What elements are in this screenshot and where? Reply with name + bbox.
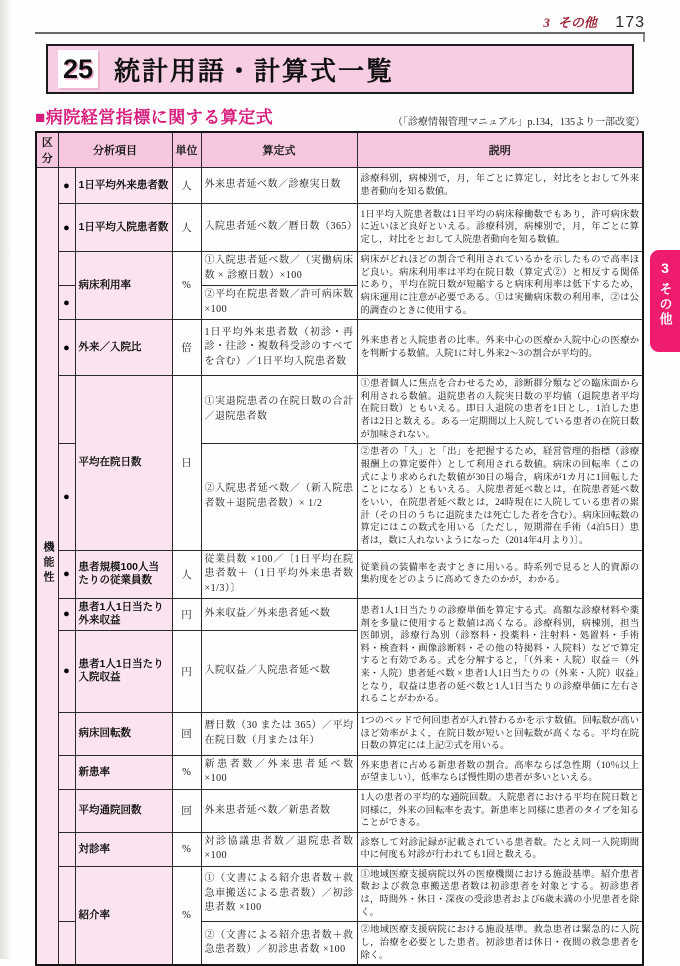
col-header-item: 分析項目 bbox=[58, 132, 172, 168]
description-cell: ②地域医療支援病院における施設基準。救急患者は緊急的に入院し，治療を必要とした患者。初診患者は休日・夜間の救急患者を除く。 bbox=[357, 922, 643, 965]
table-row bbox=[36, 252, 643, 286]
bullet-cell: ● bbox=[58, 550, 75, 599]
formula-cell: 外来収益／外来患者延べ数 bbox=[201, 599, 357, 631]
subsection-heading: ■病院経営指標に関する算定式 bbox=[35, 108, 274, 127]
col-header-description: 説明 bbox=[357, 132, 643, 168]
formula-cell: 外来患者延べ数／新患者数 bbox=[201, 789, 357, 832]
description-cell: 1日平均入院患者数は1日平均の病床稼働数でもあり，許可病床数に近いほど良好といえる。診療科別，病棟別で，月，年ごとに算定し，対比をとおして入院患者動向を知る数値。 bbox=[357, 204, 643, 252]
table-row bbox=[36, 712, 643, 755]
col-header-category: 区分 bbox=[36, 132, 58, 168]
formula-cell: 従業員数 ×100／〔1日平均在院患者数＋（1日平均外来患者数 ×1/3）〕 bbox=[201, 550, 357, 599]
table-row bbox=[36, 789, 643, 832]
description-cell: 従業員の装備率を表すときに用いる。時系列で見ると人的資源の集約度をどのように高めてきたのかが，わかる。 bbox=[357, 550, 643, 599]
unit-cell: 回 bbox=[172, 789, 201, 832]
header-chapter-title: その他 bbox=[557, 15, 597, 30]
table-row bbox=[36, 550, 643, 599]
formula-cell: 外来患者延べ数／診療実日数 bbox=[201, 168, 357, 204]
subsection-header bbox=[35, 103, 645, 128]
bullet-cell bbox=[58, 832, 75, 866]
side-tab-number: 3 bbox=[661, 260, 669, 276]
formula-cell: 対診協議患者数／退院患者数 ×100 bbox=[201, 832, 357, 866]
side-tab-label: その他 bbox=[657, 282, 673, 327]
unit-cell: 人 bbox=[172, 204, 201, 252]
description-cell: ②患者の「入」と「出」を把握するため，経営管理的指標（診療報酬上の算定要件）として利用される数値。病床の回転率（この式により求められた数値が30日の場合，病床が1カ月に1回転したことになる）ともいえる。入院患者延べ数とは，在院患者延べ数をいい，在院患者延べ数とは，24時現在に入院している患者の累計（その日のうちに退院または死亡した者を含む）。病床回転数の算定にはこの数式を用いる〔ただし，短期滞在手術（4泊5日）患者は，数に入れないようになった（2014年4月より）〕。 bbox=[357, 444, 643, 550]
item-name: 1日平均外来患者数 bbox=[75, 168, 172, 204]
hospital-metrics-table bbox=[35, 131, 644, 966]
bullet-cell: ● bbox=[58, 320, 75, 376]
formula-cell: ①実退院患者の在院日数の合計／退院患者数 bbox=[201, 376, 357, 444]
table-row bbox=[36, 376, 643, 444]
description-cell: ①地域医療支援病院以外の医療機関における施設基準。紹介患者数および救急車搬送患者数は初診患者を対象とする。初診患者は，時間外・休日・深夜の受診患者および6歳未満の小児患者を除く。 bbox=[357, 866, 643, 922]
item-name: 平均在院日数 bbox=[75, 376, 172, 550]
unit-cell: 円 bbox=[172, 630, 201, 712]
description-cell: 1人の患者の平均的な通院回数。入院患者における平均在院日数と同様に，外来の回転率を表す。新患率と同様に患者のタイプを知ることができる。 bbox=[357, 789, 643, 832]
bullet-cell: ● bbox=[58, 204, 75, 252]
bullet-cell: ● bbox=[58, 444, 75, 550]
item-name: 1日平均入院患者数 bbox=[75, 204, 172, 252]
bullet-cell: ● bbox=[58, 599, 75, 631]
unit-cell: % bbox=[172, 832, 201, 866]
unit-cell: % bbox=[172, 252, 201, 320]
formula-cell: ②平均在院患者数／許可病床数 ×100 bbox=[201, 286, 357, 320]
category-cell bbox=[36, 168, 58, 966]
description-cell: 1つのベッドで何回患者が入れ替わるかを示す数値。回転数が高いほど効率がよく，在院日数が短いと回転数が高くなる。平均在院日数の算定には上記②式を用いる。 bbox=[357, 712, 643, 755]
unit-cell: 回 bbox=[172, 712, 201, 755]
formula-cell: ①（文書による紹介患者数＋救急車搬送による患者数）／初診患者数 ×100 bbox=[201, 866, 357, 922]
header-chapter-number: 3 bbox=[543, 15, 550, 30]
item-name: 平均通院回数 bbox=[75, 789, 172, 832]
description-cell: 外来患者に占める新患者数の割合。高率ならば急性期（10％以上が望ましい），低率ならば慢性期の患者が多いといえる。 bbox=[357, 755, 643, 789]
header-rule bbox=[35, 32, 645, 34]
unit-cell: 円 bbox=[172, 599, 201, 631]
formula-cell: 1日平均外来患者数（初診・再診・往診・複数科受診のすべてを含む）／1日平均入院患者数 bbox=[201, 320, 357, 376]
header-chapter bbox=[543, 15, 597, 30]
bullet-cell bbox=[58, 376, 75, 444]
bullet-cell bbox=[58, 866, 75, 922]
page-title: 統計用語・計算式一覧 bbox=[114, 55, 395, 86]
item-name: 病床回転数 bbox=[75, 712, 172, 755]
item-name: 紹介率 bbox=[75, 866, 172, 965]
formula-cell: ①入院患者延べ数／（実働病床数 × 診療日数）×100 bbox=[201, 252, 357, 286]
col-header-unit: 単位 bbox=[172, 132, 201, 168]
page-header bbox=[35, 12, 645, 32]
table-header-row bbox=[36, 132, 643, 168]
table-row bbox=[36, 832, 643, 866]
description-cell: 外来患者と入院患者の比率。外来中心の医療か入院中心の医療かを判断する数値。入院1に対し外来2～3の割合が平均的。 bbox=[357, 320, 643, 376]
formula-cell: 暦日数（30 または 365）／平均在院日数（月または年） bbox=[201, 712, 357, 755]
bullet-cell: ● bbox=[58, 168, 75, 204]
unit-cell: 人 bbox=[172, 168, 201, 204]
description-cell: 病床がどれほどの割合で利用されているかを示したもので高率ほど良い。病床利用率は平均在院日数（算定式②）と相反する関係にあり，平均在院日数が短縮すると病床利用率は低下するため，病床運用に注意が必要である。①は実働病床数の利用率，②は公的調査のときに使用する。 bbox=[357, 252, 643, 320]
item-name: 患者1人1日当たり入院収益 bbox=[75, 630, 172, 712]
formula-cell: 入院収益／入院患者延べ数 bbox=[201, 630, 357, 712]
source-note: （「診療情報管理マニュアル」p.134，135より一部改変） bbox=[392, 117, 645, 128]
description-cell: ①患者個人に焦点を合わせるため，診断群分類などの臨床面から利用される数値。退院患者の入院実日数の平均値（退院患者平均在院日数）ともいえる。即日入退院の患者を1日とし，1泊した患者は2日と数える。ある一定期間以上入院している患者の在院日数が加味されない。 bbox=[357, 376, 643, 444]
bullet-cell bbox=[58, 712, 75, 755]
unit-cell: 倍 bbox=[172, 320, 201, 376]
unit-cell: % bbox=[172, 866, 201, 965]
table-row bbox=[36, 320, 643, 376]
formula-cell: 新患者数／外来患者延べ数 ×100 bbox=[201, 755, 357, 789]
category-label: 機能性 bbox=[42, 541, 54, 587]
formula-cell: 入院患者延べ数／暦日数（365） bbox=[201, 204, 357, 252]
description-cell: 診察して対診記録が記載されている患者数。たとえ同一入院期間中に何度も対診が行われても1回と数える。 bbox=[357, 832, 643, 866]
item-name: 外来／入院比 bbox=[75, 320, 172, 376]
item-name: 病床利用率 bbox=[75, 252, 172, 320]
description-cell: 患者1人1日当たりの診療単価を算定する式。高額な診療材料や薬剤を多量に使用すると数値は高くなる。診療科別，病棟別，担当医師別，診療行為別（診察料・投薬料・注射料・処置料・手術料・検査料・画像診断料・その他の特掲料・入院料）などで算定すると有効である。式を分解すると，「（外来・入院）収益＝（外来・入院）患者延べ数 × 患者1人1日当たりの（外来・入院）収益」となり，収益は患者の延べ数と1人1日当たりの診療単価に左右されることがわかる。 bbox=[357, 599, 643, 713]
table-row bbox=[36, 204, 643, 252]
bullet-cell: ● bbox=[58, 630, 75, 712]
item-name: 対診率 bbox=[75, 832, 172, 866]
table-row bbox=[36, 168, 643, 204]
chapter-side-tab bbox=[650, 250, 680, 352]
header-page-number: 173 bbox=[615, 14, 645, 31]
unit-cell: 人 bbox=[172, 550, 201, 599]
table-row bbox=[36, 599, 643, 631]
bullet-cell bbox=[58, 755, 75, 789]
section-title-box bbox=[46, 44, 634, 94]
item-name: 新患率 bbox=[75, 755, 172, 789]
bullet-cell: ● bbox=[58, 286, 75, 320]
formula-cell: ②（文書による紹介患者数＋救急患者数）／初診患者数 ×100 bbox=[201, 922, 357, 965]
unit-cell: % bbox=[172, 755, 201, 789]
unit-cell: 日 bbox=[172, 376, 201, 550]
col-header-formula: 算定式 bbox=[201, 132, 357, 168]
table-row bbox=[36, 755, 643, 789]
bullet-cell bbox=[58, 252, 75, 286]
table-row bbox=[36, 866, 643, 922]
bullet-cell bbox=[58, 789, 75, 832]
description-cell: 診療科別，病棟別で，月，年ごとに算定し，対比をとおして外来患者動向を知る数値。 bbox=[357, 168, 643, 204]
item-name: 患者1人1日当たり外来収益 bbox=[75, 599, 172, 631]
section-number-badge: 25 bbox=[58, 50, 98, 88]
formula-cell: ②入院患者延べ数／（新入院患者数＋退院患者数）× 1/2 bbox=[201, 444, 357, 550]
item-name: 患者規模100人当たりの従業員数 bbox=[75, 550, 172, 599]
page-scan-edge bbox=[0, 0, 12, 959]
